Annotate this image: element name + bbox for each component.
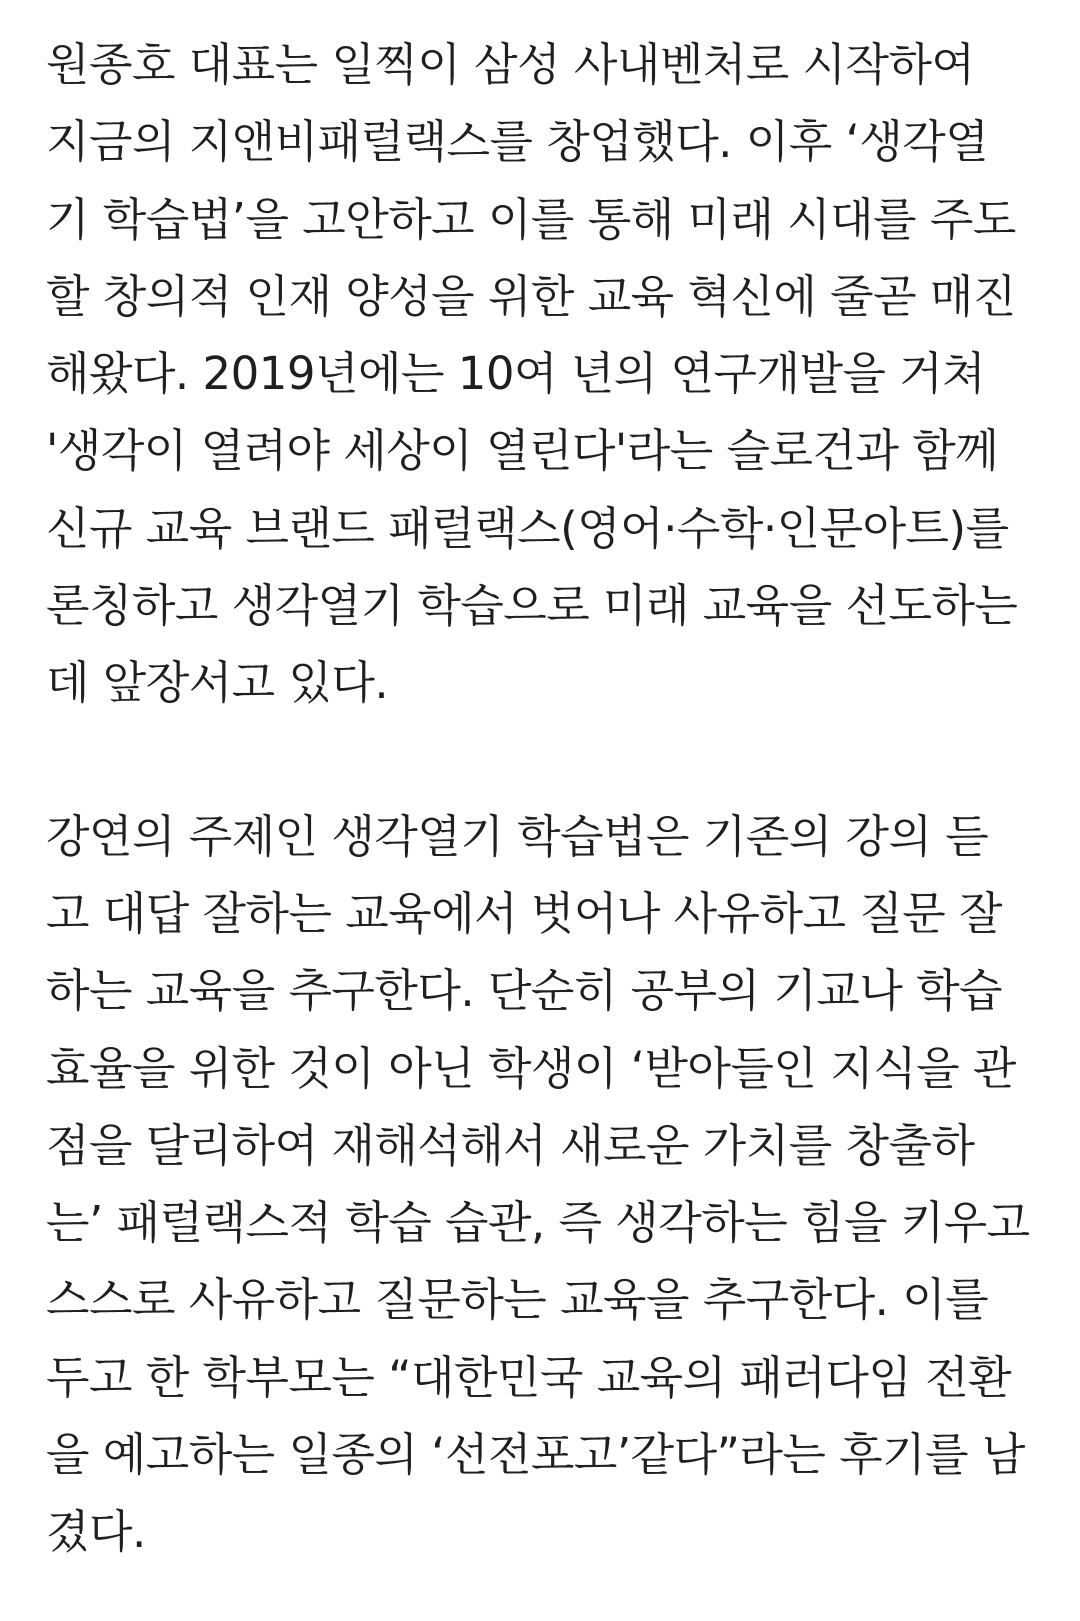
article-body xyxy=(46,26,1046,1571)
text-line: 지금의 지앤비패럴랙스를 창업했다. 이후 ‘생각열 xyxy=(46,115,989,169)
paragraph-1 xyxy=(46,26,1046,722)
text-line: '생각이 열려야 세상이 열린다'라는 슬로건과 함께 xyxy=(46,424,999,478)
paragraph-2 xyxy=(46,798,1046,1571)
text-line: 는’ 패럴랙스적 학습 습관, 즉 생각하는 힘을 키우고 xyxy=(46,1196,1030,1250)
text-line: 을 예고하는 일종의 ‘선전포고’같다”라는 후기를 남 xyxy=(46,1428,1025,1482)
text-line: 론칭하고 생각열기 학습으로 미래 교육을 선도하는 xyxy=(46,579,1018,633)
paragraph-spacer xyxy=(46,722,1046,798)
text-line: 해왔다. 2019년에는 10여 년의 연구개발을 거쳐 xyxy=(46,347,986,401)
text-line: 데 앞장서고 있다. xyxy=(46,656,389,710)
text-line: 효율을 위한 것이 아닌 학생이 ‘받아들인 지식을 관 xyxy=(46,1041,1016,1095)
text-line: 기 학습법’을 고안하고 이를 통해 미래 시대를 주도 xyxy=(46,192,1016,246)
text-line: 겼다. xyxy=(46,1505,146,1559)
text-line: 강연의 주제인 생각열기 학습법은 기존의 강의 듣 xyxy=(46,809,989,863)
text-line: 하는 교육을 추구한다. 단순히 공부의 기교나 학습 xyxy=(46,964,1003,1018)
text-line: 두고 한 학부모는 “대한민국 교육의 패러다임 전환 xyxy=(46,1350,1012,1404)
text-line: 신규 교육 브랜드 패럴랙스(영어·수학·인문아트)를 xyxy=(46,501,1009,555)
text-line: 스스로 사유하고 질문하는 교육을 추구한다. 이를 xyxy=(46,1273,989,1327)
text-line: 점을 달리하여 재해석해서 새로운 가치를 창출하 xyxy=(46,1118,975,1172)
text-line: 할 창의적 인재 양성을 위한 교육 혁신에 줄곧 매진 xyxy=(46,269,1016,323)
text-line: 고 대답 잘하는 교육에서 벗어나 사유하고 질문 잘 xyxy=(46,886,1003,940)
text-line: 원종호 대표는 일찍이 삼성 사내벤처로 시작하여 xyxy=(46,38,975,91)
